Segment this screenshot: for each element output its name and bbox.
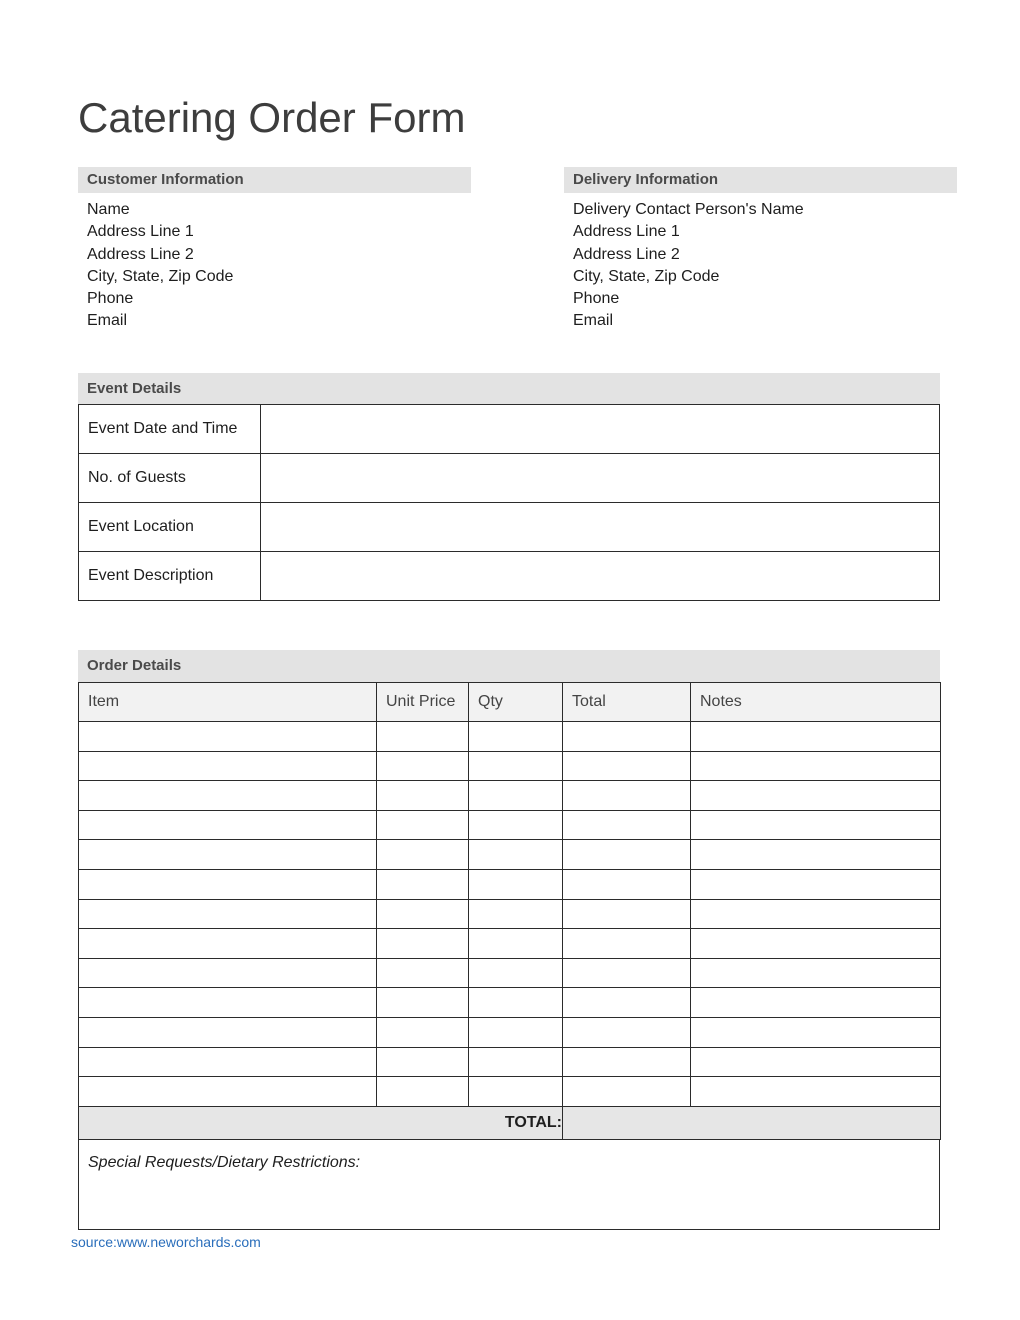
order-cell-item[interactable] xyxy=(79,869,377,899)
table-row xyxy=(79,899,941,929)
order-cell-item[interactable] xyxy=(79,958,377,988)
order-cell-item[interactable] xyxy=(79,810,377,840)
order-cell-unit-price[interactable] xyxy=(377,1017,469,1047)
order-cell-total[interactable] xyxy=(563,840,691,870)
order-header-row xyxy=(79,683,941,722)
customer-field-email[interactable]: Email xyxy=(87,312,128,330)
order-cell-total[interactable] xyxy=(563,899,691,929)
event-row-value-location[interactable] xyxy=(261,503,940,552)
customer-field-address-line-1[interactable]: Address Line 1 xyxy=(87,223,194,241)
order-cell-total[interactable] xyxy=(563,810,691,840)
order-cell-qty[interactable] xyxy=(469,929,563,959)
order-cell-qty[interactable] xyxy=(469,781,563,811)
event-row-label-guests: No. of Guests xyxy=(79,454,261,503)
customer-field-city-state-zip[interactable]: City, State, Zip Code xyxy=(87,267,234,285)
order-rows xyxy=(79,722,941,1140)
customer-field-phone[interactable]: Phone xyxy=(87,290,134,308)
order-total-row xyxy=(79,1106,941,1139)
order-cell-qty[interactable] xyxy=(469,810,563,840)
customer-information-block xyxy=(78,167,471,333)
source-link[interactable]: source:www.neworchards.com xyxy=(71,1234,261,1250)
order-cell-total[interactable] xyxy=(563,722,691,752)
table-row xyxy=(79,722,941,752)
order-cell-total[interactable] xyxy=(563,781,691,811)
order-cell-notes[interactable] xyxy=(691,840,941,870)
column-header-qty: Qty xyxy=(469,683,563,722)
delivery-information-block xyxy=(564,167,957,333)
delivery-field-city-state-zip[interactable]: City, State, Zip Code xyxy=(573,267,720,285)
order-cell-item[interactable] xyxy=(79,899,377,929)
order-cell-notes[interactable] xyxy=(691,1017,941,1047)
table-row xyxy=(79,503,940,552)
table-row xyxy=(79,552,940,601)
order-cell-item[interactable] xyxy=(79,840,377,870)
table-row xyxy=(79,988,941,1018)
order-cell-unit-price[interactable] xyxy=(377,810,469,840)
special-requests-box[interactable] xyxy=(78,1140,940,1230)
order-cell-qty[interactable] xyxy=(469,958,563,988)
order-cell-qty[interactable] xyxy=(469,899,563,929)
order-cell-notes[interactable] xyxy=(691,781,941,811)
table-row xyxy=(79,1077,941,1107)
order-cell-unit-price[interactable] xyxy=(377,1047,469,1077)
order-cell-unit-price[interactable] xyxy=(377,958,469,988)
order-cell-qty[interactable] xyxy=(469,869,563,899)
event-row-value-guests[interactable] xyxy=(261,454,940,503)
order-cell-unit-price[interactable] xyxy=(377,722,469,752)
order-cell-item[interactable] xyxy=(79,722,377,752)
column-header-unit-price: Unit Price xyxy=(377,683,469,722)
order-cell-unit-price[interactable] xyxy=(377,1077,469,1107)
customer-field-address-line-2[interactable]: Address Line 2 xyxy=(87,245,194,263)
table-row xyxy=(79,869,941,899)
order-cell-notes[interactable] xyxy=(691,1077,941,1107)
order-cell-total[interactable] xyxy=(563,958,691,988)
order-cell-total[interactable] xyxy=(563,1047,691,1077)
table-row xyxy=(79,1017,941,1047)
order-cell-total[interactable] xyxy=(563,869,691,899)
order-cell-total[interactable] xyxy=(563,1077,691,1107)
delivery-field-address-line-2[interactable]: Address Line 2 xyxy=(573,245,680,263)
order-cell-item[interactable] xyxy=(79,1077,377,1107)
order-cell-item[interactable] xyxy=(79,751,377,781)
order-cell-notes[interactable] xyxy=(691,810,941,840)
delivery-field-email[interactable]: Email xyxy=(573,312,614,330)
order-cell-total[interactable] xyxy=(563,751,691,781)
event-row-label-location: Event Location xyxy=(79,503,261,552)
order-cell-item[interactable] xyxy=(79,781,377,811)
table-row xyxy=(79,454,940,503)
order-cell-notes[interactable] xyxy=(691,751,941,781)
order-cell-qty[interactable] xyxy=(469,722,563,752)
order-details-table xyxy=(78,682,941,1140)
special-requests-label: Special Requests/Dietary Restrictions: xyxy=(88,1153,361,1171)
order-cell-notes[interactable] xyxy=(691,722,941,752)
order-cell-unit-price[interactable] xyxy=(377,781,469,811)
order-details-heading: Order Details xyxy=(78,650,940,682)
event-row-value-description[interactable] xyxy=(261,552,940,601)
order-cell-notes[interactable] xyxy=(691,899,941,929)
table-row xyxy=(79,405,940,454)
column-header-item: Item xyxy=(79,683,377,722)
delivery-field-phone[interactable]: Phone xyxy=(573,290,620,308)
column-header-notes: Notes xyxy=(691,683,941,722)
event-details-heading: Event Details xyxy=(78,373,940,404)
table-row xyxy=(79,810,941,840)
customer-field-name[interactable]: Name xyxy=(87,201,130,218)
order-cell-item[interactable] xyxy=(79,1017,377,1047)
delivery-field-contact-name[interactable]: Delivery Contact Person's Name xyxy=(573,201,804,218)
order-cell-total[interactable] xyxy=(563,929,691,959)
event-details-table xyxy=(78,404,940,601)
table-row xyxy=(79,1047,941,1077)
order-cell-qty[interactable] xyxy=(469,1017,563,1047)
order-cell-unit-price[interactable] xyxy=(377,840,469,870)
order-cell-notes[interactable] xyxy=(691,988,941,1018)
order-cell-total[interactable] xyxy=(563,1017,691,1047)
order-cell-unit-price[interactable] xyxy=(377,899,469,929)
order-cell-unit-price[interactable] xyxy=(377,929,469,959)
table-row xyxy=(79,751,941,781)
table-row xyxy=(79,929,941,959)
event-row-label-description: Event Description xyxy=(79,552,261,601)
page-title: Catering Order Form xyxy=(78,94,466,141)
order-cell-notes[interactable] xyxy=(691,929,941,959)
delivery-information-fields xyxy=(564,193,957,333)
customer-information-fields xyxy=(78,193,471,333)
order-details-block xyxy=(78,650,940,1230)
order-cell-notes[interactable] xyxy=(691,958,941,988)
order-cell-qty[interactable] xyxy=(469,1047,563,1077)
customer-information-heading: Customer Information xyxy=(78,167,471,193)
order-cell-unit-price[interactable] xyxy=(377,869,469,899)
order-total-value[interactable] xyxy=(563,1106,941,1139)
order-cell-qty[interactable] xyxy=(469,988,563,1018)
order-total-label: TOTAL: xyxy=(79,1106,563,1139)
order-cell-total[interactable] xyxy=(563,988,691,1018)
order-cell-notes[interactable] xyxy=(691,869,941,899)
order-cell-qty[interactable] xyxy=(469,840,563,870)
delivery-field-address-line-1[interactable]: Address Line 1 xyxy=(573,223,680,241)
order-cell-item[interactable] xyxy=(79,988,377,1018)
delivery-information-heading: Delivery Information xyxy=(564,167,957,193)
order-cell-notes[interactable] xyxy=(691,1047,941,1077)
order-cell-unit-price[interactable] xyxy=(377,751,469,781)
order-cell-qty[interactable] xyxy=(469,751,563,781)
order-cell-item[interactable] xyxy=(79,929,377,959)
column-header-total: Total xyxy=(563,683,691,722)
table-row xyxy=(79,840,941,870)
order-cell-qty[interactable] xyxy=(469,1077,563,1107)
table-row xyxy=(79,781,941,811)
event-details-block xyxy=(78,373,940,601)
event-row-value-date-time[interactable] xyxy=(261,405,940,454)
table-row xyxy=(79,958,941,988)
order-cell-unit-price[interactable] xyxy=(377,988,469,1018)
order-cell-item[interactable] xyxy=(79,1047,377,1077)
event-row-label-date-time: Event Date and Time xyxy=(79,405,261,454)
